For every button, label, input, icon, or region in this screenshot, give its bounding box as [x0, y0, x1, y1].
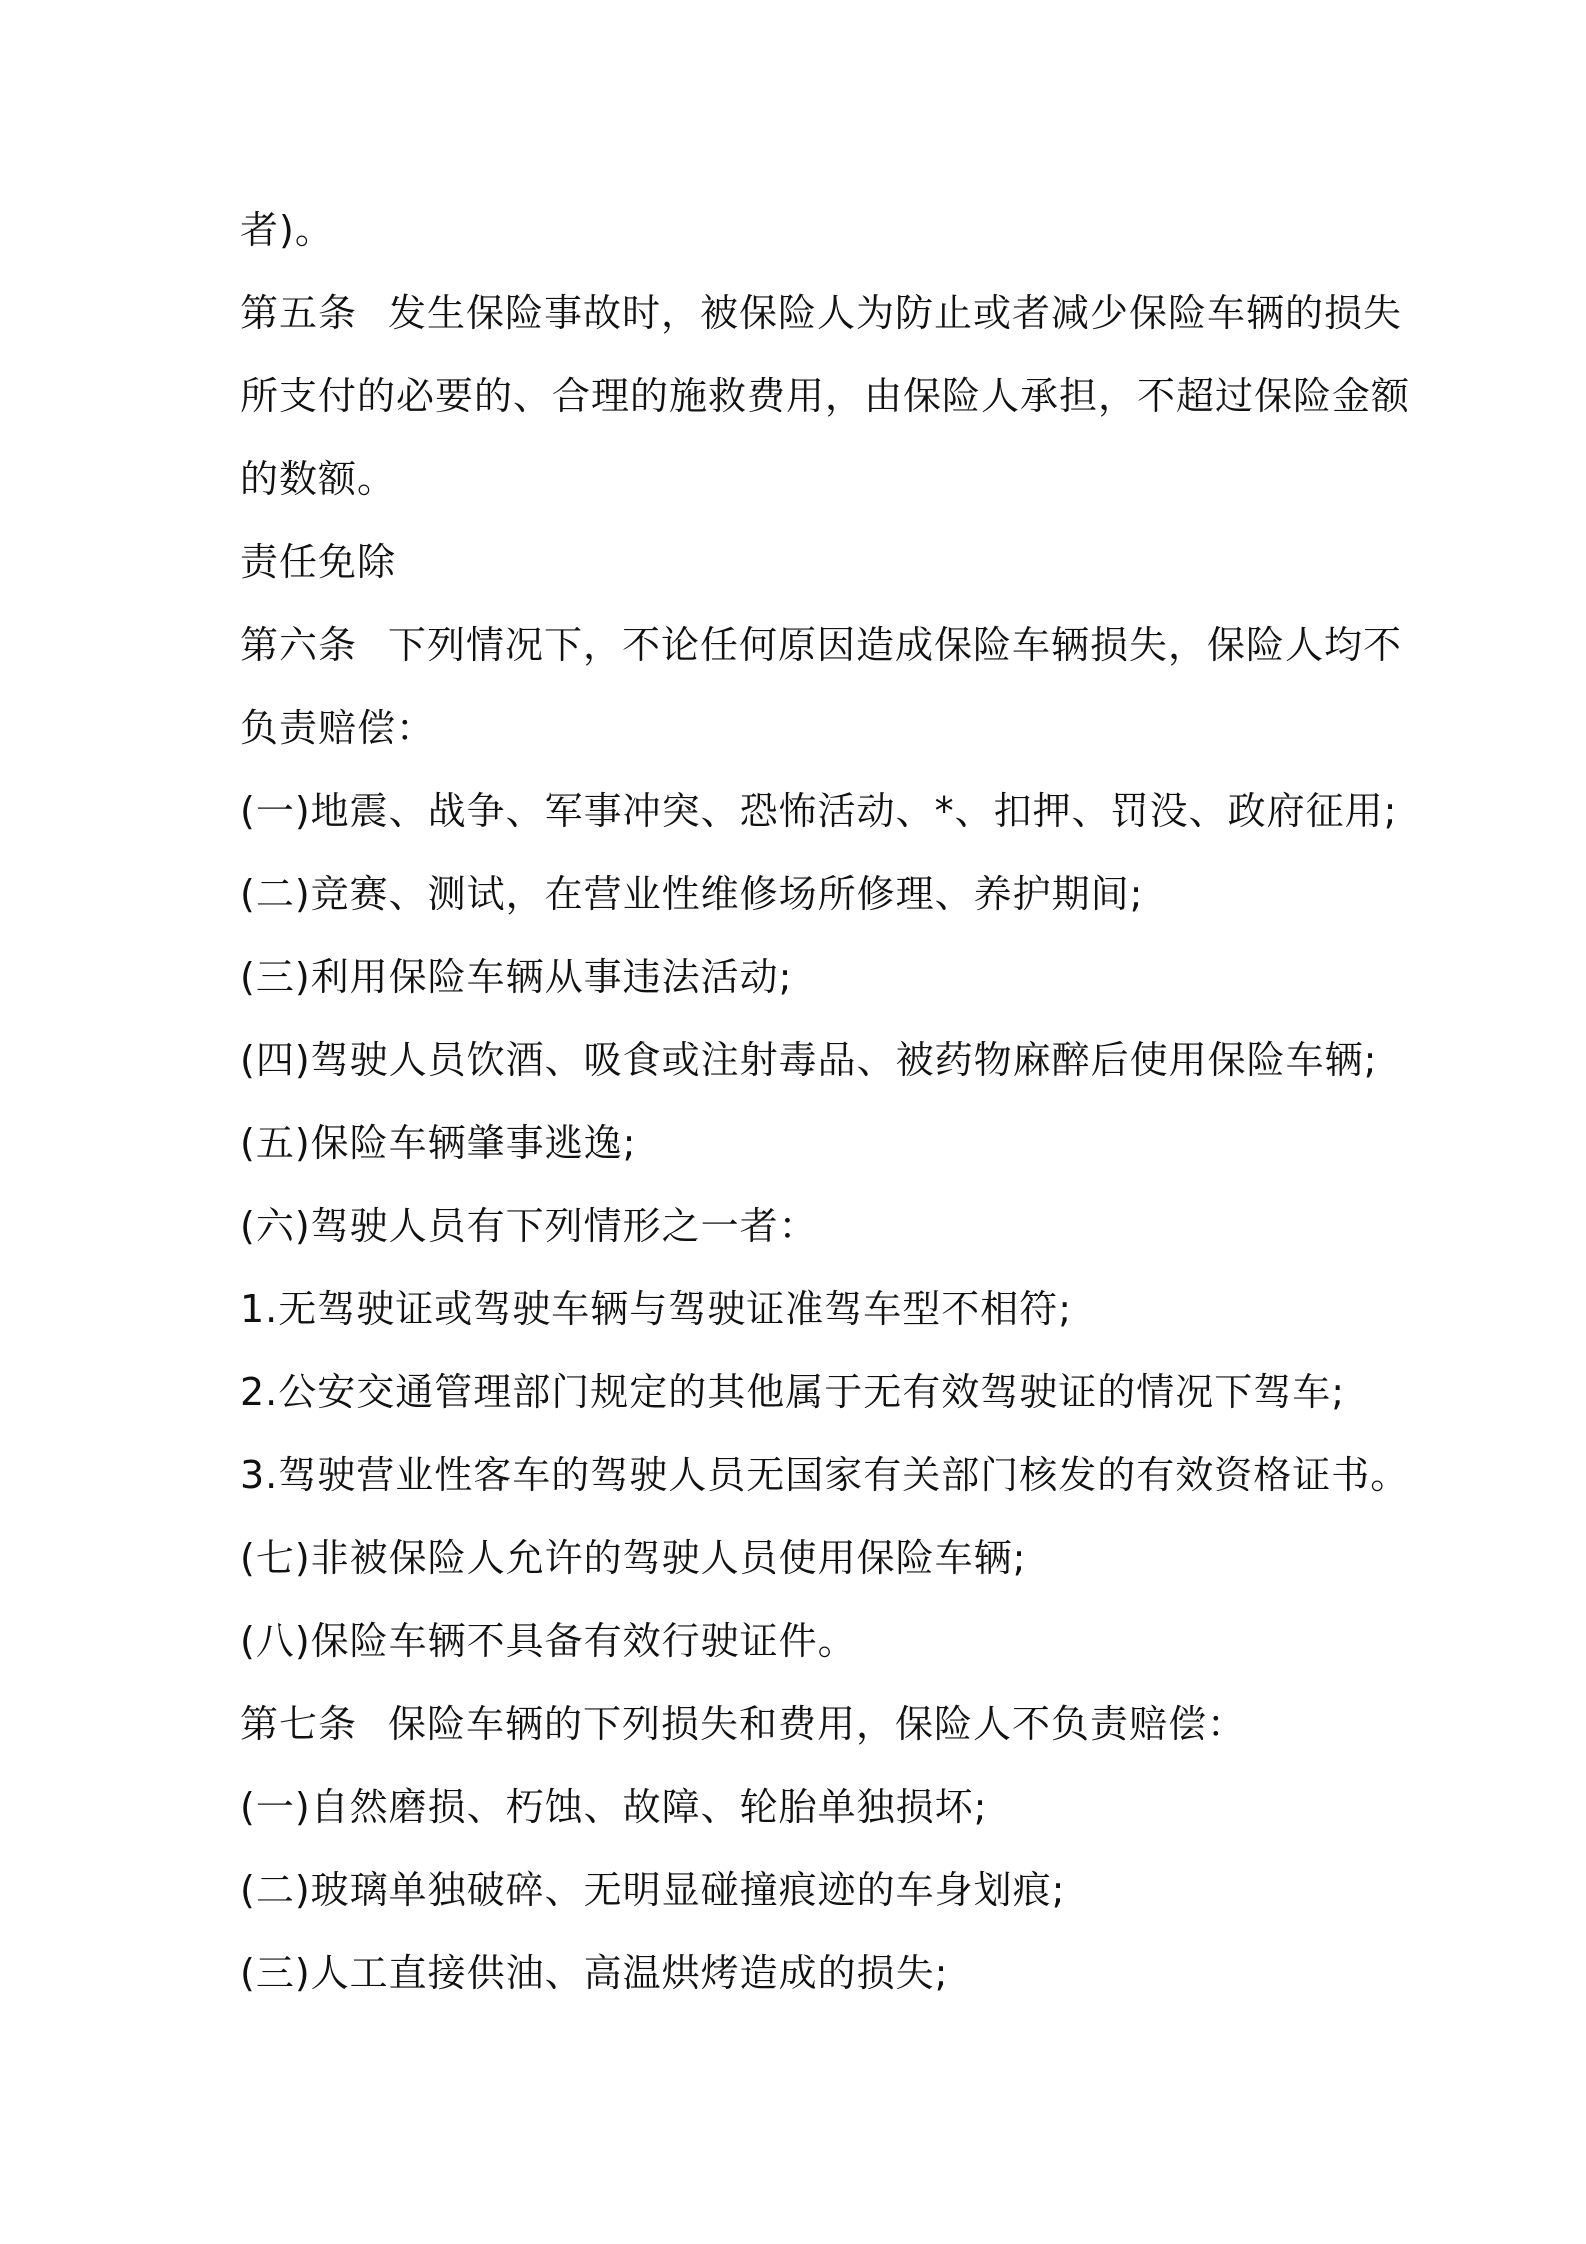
article-6-line-1 [240, 621, 1440, 669]
article-5-line-3: 的数额。 [240, 457, 397, 501]
article-6-subitem-2: 2.公安交通管理部门规定的其他属于无有效驾驶证的情况下驾车; [240, 1370, 1346, 1414]
article-6-item-4: (四)驾驶人员饮酒、吸食或注射毒品、被药物麻醉后使用保险车辆; [240, 1038, 1378, 1082]
article-5-heading: 第五条 [240, 291, 358, 335]
article-6-item-6: (六)驾驶人员有下列情形之一者： [240, 1204, 818, 1248]
section-title: 责任免除 [240, 540, 397, 584]
article-6-item-1: (一)地震、战争、军事冲突、恐怖活动、*、扣押、罚没、政府征用; [240, 789, 1398, 833]
article-7-item-3: (三)人工直接供油、高温烘烤造成的损失; [240, 1951, 949, 1995]
article-6-text-1: 下列情况下，不论任何原因造成保险车辆损失，保险人均不 [388, 623, 1403, 667]
article-5-text-1: 发生保险事故时，被保险人为防止或者减少保险车辆的损失 [388, 291, 1403, 335]
article-6-item-8: (八)保险车辆不具备有效行驶证件。 [240, 1619, 857, 1663]
article-6-heading: 第六条 [240, 623, 358, 667]
article-6-item-7: (七)非被保险人允许的驾驶人员使用保险车辆; [240, 1536, 1027, 1580]
article-6-subitem-1: 1.无驾驶证或驾驶车辆与驾驶证准驾车型不相符; [240, 1287, 1073, 1331]
article-7-text-1: 保险车辆的下列损失和费用，保险人不负责赔偿： [388, 1702, 1247, 1746]
continuation-line: 者)。 [240, 208, 334, 252]
article-7-item-1: (一)自然磨损、朽蚀、故障、轮胎单独损坏; [240, 1785, 988, 1829]
article-6-line-2: 负责赔偿： [240, 706, 436, 750]
article-5-line-2: 所支付的必要的、合理的施救费用，由保险人承担，不超过保险金额 [240, 374, 1411, 418]
article-6-item-3: (三)利用保险车辆从事违法活动; [240, 955, 793, 999]
article-6-item-2: (二)竞赛、测试，在营业性维修场所修理、养护期间; [240, 872, 1144, 916]
article-7-item-2: (二)玻璃单独破碎、无明显碰撞痕迹的车身划痕; [240, 1868, 1066, 1912]
article-6-subitem-3: 3.驾驶营业性客车的驾驶人员无国家有关部门核发的有效资格证书。 [240, 1453, 1410, 1497]
article-7-heading: 第七条 [240, 1702, 358, 1746]
article-5-line-1 [240, 289, 1440, 337]
article-7-line-1 [240, 1700, 1440, 1748]
article-6-item-5: (五)保险车辆肇事逃逸; [240, 1121, 637, 1165]
